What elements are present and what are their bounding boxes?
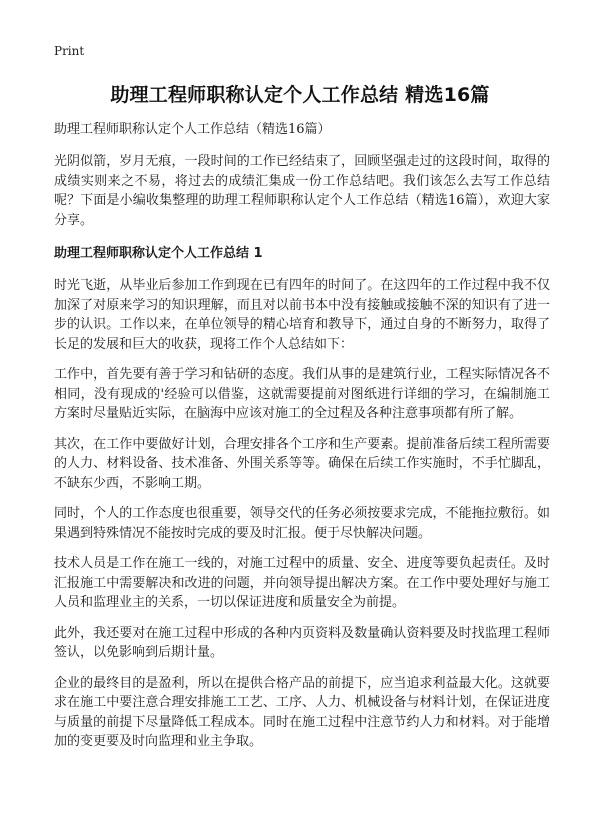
- body-paragraph: 时光飞逝，从毕业后参加工作到现在已有四年的时间了。在这四年的工作过程中我不仅加深了对原来学习的知识理解，而且对以前书本中没有接触或接触不深的知识有了进一步的认识。工作以来，在单位领导的精心培育和教导下，通过自身的不断努力，取得了长足的发展和巨大的收获，现将工作个人总结如下：: [54, 278, 550, 352]
- section-heading-1: 助理工程师职称认定个人工作总结 1: [54, 246, 263, 261]
- body-paragraph: 企业的最终目的是盈利，所以在提供合格产品的前提下，应当追求利益最大化。这就要求在施工中要注意合理安排施工工艺、工序、人力、机械设备与材料计划，在保证进度与质量的前提下尽量降低工程成本。同时在施工过程中注意节约人力和材料。对于能增加的变更要及时向监理和业主争取。: [54, 675, 550, 749]
- document-body: [54, 120, 550, 763]
- body-paragraph: 同时，个人的工作态度也很重要，领导交代的任务必须按要求完成，不能拖拉敷衍。如果遇到特殊情况不能按时完成的要及时汇报。便于尽快解决问题。: [54, 506, 550, 541]
- page-title: 助理工程师职称认定个人工作总结 精选16篇: [110, 84, 490, 106]
- body-paragraph: 技术人员是工作在施工一线的，对施工过程中的质量、安全、进度等要负起责任。及时汇报施工中需要解决和改进的问题，并向领导提出解决方案。在工作中要处理好与施工人员和监理业主的关系，一切以保证进度和质量安全为前提。: [54, 556, 550, 610]
- document-subtitle: 助理工程师职称认定个人工作总结（精选16篇）: [54, 122, 331, 137]
- body-paragraph: 工作中，首先要有善于学习和钻研的态度。我们从事的是建筑行业，工程实际情况各不相同，没有现成的'经验可以借鉴，这就需要提前对图纸进行详细的学习，在编制施工方案时尽量贴近实际，在脑海中应该对施工的全过程及各种注意事项都有所了解。: [54, 367, 550, 421]
- intro-paragraph: 光阴似箭，岁月无痕，一段时间的工作已经结束了，回顾坚强走过的这段时间，取得的成绩实则来之不易，将过去的成绩汇集成一份工作总结吧。我们该怎么去写工作总结呢？下面是小编收集整理的助理工程师职称认定个人工作总结（精选16篇），欢迎大家分享。: [54, 154, 550, 228]
- body-paragraph: 此外，我还要对在施工过程中形成的各种内页资料及数量确认资料要及时找监理工程师签认，以免影响到后期计量。: [54, 625, 550, 660]
- body-paragraph: 其次，在工作中要做好计划，合理安排各个工序和生产要素。提前准备后续工程所需要的人力、材料设备、技术准备、外围关系等等。确保在后续工作实施时，不手忙脚乱，不缺东少西，不影响工期。: [54, 436, 550, 491]
- print-link[interactable]: Print: [54, 44, 85, 58]
